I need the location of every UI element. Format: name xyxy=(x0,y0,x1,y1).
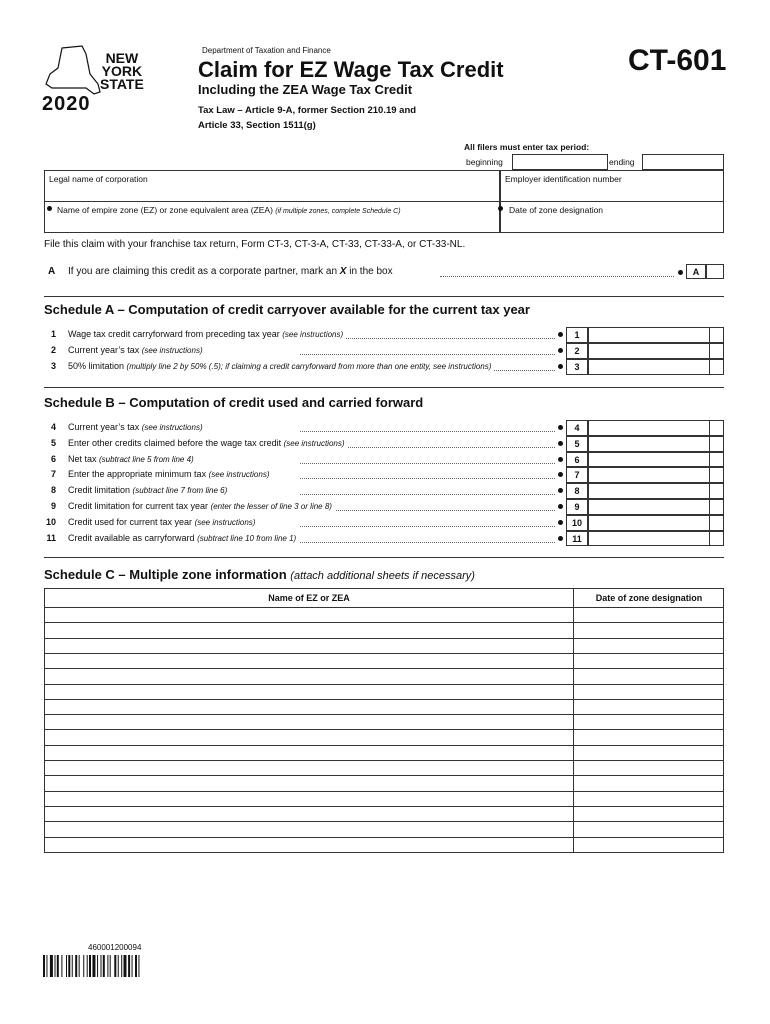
barcode-bar xyxy=(97,955,98,977)
line-number: 11 xyxy=(46,532,56,543)
amount-input[interactable] xyxy=(588,359,710,375)
line-box-label: 4 xyxy=(566,420,588,436)
table-row-divider xyxy=(45,699,723,700)
zone-name-field[interactable] xyxy=(44,201,500,233)
amount-input[interactable] xyxy=(588,467,710,483)
table-row-divider xyxy=(45,775,723,776)
barcode-bar xyxy=(107,955,108,977)
barcode-bar xyxy=(128,955,130,977)
bullet-icon xyxy=(558,364,563,369)
file-instructions: File this claim with your franchise tax return, Form CT-3, CT-3-A, CT-33, CT-33-A, or CT-33-NL. xyxy=(44,239,466,250)
line-description: Credit limitation for current tax year (enter the lesser of line 3 or line 8) xyxy=(68,501,335,511)
divider xyxy=(44,557,724,558)
line-description: Current year’s tax (see instructions) xyxy=(68,345,206,355)
form-code: 460001200094 xyxy=(88,943,142,952)
schedule-b-title: Schedule B – Computation of credit used and carried forward xyxy=(44,395,424,410)
amount-input[interactable] xyxy=(588,499,710,515)
legal-name-label: Legal name of corporation xyxy=(49,174,148,184)
bullet-icon xyxy=(558,472,563,477)
ein-field[interactable] xyxy=(500,170,724,202)
line-description: Enter the appropriate minimum tax (see instructions) xyxy=(68,469,273,479)
department-name: Department of Taxation and Finance xyxy=(202,46,331,55)
form-number: CT-601 xyxy=(628,44,727,77)
period-ending-input[interactable] xyxy=(642,154,724,170)
cents-input[interactable] xyxy=(709,467,724,483)
line-box-label: 1 xyxy=(566,327,588,343)
barcode-bar xyxy=(68,955,70,977)
bullet-icon xyxy=(558,488,563,493)
barcode-bar xyxy=(72,955,73,977)
line-box-label: 2 xyxy=(566,343,588,359)
column-divider xyxy=(573,589,574,852)
leader-dots xyxy=(300,463,555,464)
barcode-bar xyxy=(114,955,116,977)
amount-input[interactable] xyxy=(588,452,710,468)
bullet-icon xyxy=(558,536,563,541)
barcode-bar xyxy=(138,955,139,977)
barcode-bar xyxy=(43,955,45,977)
amount-input[interactable] xyxy=(588,515,710,531)
leader-dots xyxy=(300,542,555,543)
barcode-bar xyxy=(75,955,77,977)
barcode-bar xyxy=(89,955,91,977)
bullet-icon xyxy=(47,206,52,211)
barcode-bar xyxy=(118,955,119,977)
line-box-label: 8 xyxy=(566,483,588,499)
barcode-bar xyxy=(101,955,102,977)
bullet-icon xyxy=(678,270,683,275)
line-description: Net tax (subtract line 5 from line 4) xyxy=(68,454,197,464)
line-box-label: 6 xyxy=(566,452,588,468)
line-box-label: 5 xyxy=(566,436,588,452)
tax-law-reference: Tax Law – Article 9-A, former Section 210.19 and Article 33, Section 1511(g) xyxy=(198,105,417,131)
cents-input[interactable] xyxy=(709,327,724,343)
table-row-divider xyxy=(45,837,723,838)
beginning-label: beginning xyxy=(466,157,503,167)
line-number: 9 xyxy=(50,501,56,511)
cents-input[interactable] xyxy=(709,420,724,436)
leader-dots xyxy=(300,431,555,432)
line-description: 50% limitation (multiply line 2 by 50% (.5); if claiming a credit carryforward from more than one entity, see instructions) xyxy=(68,361,494,371)
line-number: 4 xyxy=(50,422,56,432)
line-description: Credit used for current tax year (see instructions) xyxy=(68,517,258,527)
divider xyxy=(44,296,724,297)
form-year: 2020 xyxy=(42,93,91,115)
cents-input[interactable] xyxy=(709,531,724,547)
barcode-bar xyxy=(61,955,62,977)
bullet-icon xyxy=(558,425,563,430)
line-description: Current year’s tax (see instructions) xyxy=(68,422,206,432)
barcode-bar xyxy=(124,955,127,977)
leader-dots xyxy=(440,276,674,277)
cents-input[interactable] xyxy=(709,499,724,515)
line-a-box-label: A xyxy=(686,264,706,279)
table-row-divider xyxy=(45,760,723,761)
schedule-c-col-date: Date of zone designation xyxy=(595,593,703,603)
barcode-bar xyxy=(83,955,84,977)
barcode-bar xyxy=(55,955,56,977)
bullet-icon xyxy=(558,348,563,353)
bullet-icon xyxy=(558,332,563,337)
barcode-bar xyxy=(79,955,80,977)
line-number: 10 xyxy=(45,516,56,527)
line-box-label: 9 xyxy=(566,499,588,515)
cents-input[interactable] xyxy=(709,359,724,375)
line-number: 1 xyxy=(50,329,56,339)
leader-dots xyxy=(300,478,555,479)
line-box-label: 10 xyxy=(566,515,588,531)
ein-label: Employer identification number xyxy=(505,174,622,184)
barcode-bar xyxy=(135,955,137,977)
table-row-divider xyxy=(45,638,723,639)
amount-input[interactable] xyxy=(588,327,710,343)
nys-logo xyxy=(42,44,162,118)
cents-input[interactable] xyxy=(709,515,724,531)
leader-dots xyxy=(300,494,555,495)
line-a-text: If you are claiming this credit as a corporate partner, mark an X in the box xyxy=(68,266,393,277)
line-box-label: 7 xyxy=(566,467,588,483)
line-description: Credit limitation (subtract line 7 from line 6) xyxy=(68,485,230,495)
cents-input[interactable] xyxy=(709,436,724,452)
form-title: Claim for EZ Wage Tax Credit xyxy=(198,57,504,82)
leader-dots xyxy=(300,354,555,355)
table-row-divider xyxy=(45,622,723,623)
line-number: 6 xyxy=(50,453,56,464)
barcode-bar xyxy=(121,955,122,977)
line-a-letter: A xyxy=(48,266,56,277)
leader-dots xyxy=(300,526,555,527)
barcode-bar xyxy=(87,955,88,977)
barcode-bar xyxy=(57,955,59,977)
table-row-divider xyxy=(45,607,723,608)
line-number: 3 xyxy=(50,361,56,371)
line-number: 7 xyxy=(50,469,56,480)
line-box-label: 3 xyxy=(566,359,588,375)
cents-input[interactable] xyxy=(709,452,724,468)
ending-label: ending xyxy=(609,157,635,167)
bullet-icon xyxy=(498,206,503,211)
schedule-c-col-name: Name of EZ or ZEA xyxy=(268,593,350,603)
barcode-bar xyxy=(66,955,67,977)
barcode-bar xyxy=(110,955,111,977)
schedule-c-title: Schedule C – Multiple zone information (attach additional sheets if necessary) xyxy=(44,567,475,582)
barcode-bar xyxy=(132,955,133,977)
table-row-divider xyxy=(45,806,723,807)
amount-input[interactable] xyxy=(588,483,710,499)
amount-input[interactable] xyxy=(588,343,710,359)
cents-input[interactable] xyxy=(709,483,724,499)
line-a-checkbox[interactable] xyxy=(706,264,724,279)
barcode-bar xyxy=(50,955,53,977)
zone-date-field[interactable] xyxy=(500,201,724,233)
table-row-divider xyxy=(45,684,723,685)
zone-name-label: Name of empire zone (EZ) or zone equivalent area (ZEA) (if multiple zones, complete Schedule C) xyxy=(57,205,401,215)
leader-dots xyxy=(300,510,555,511)
barcode-bar xyxy=(46,955,47,977)
line-box-label: 11 xyxy=(566,531,588,547)
table-row-divider xyxy=(45,745,723,746)
line-description: Credit available as carryforward (subtract line 10 from line 1) xyxy=(68,533,299,543)
zone-date-label: Date of zone designation xyxy=(509,205,604,215)
schedule-a-title: Schedule A – Computation of credit carryover available for the current tax year xyxy=(44,302,530,317)
period-beginning-input[interactable] xyxy=(512,154,608,170)
bullet-icon xyxy=(558,441,563,446)
logo-wordmark: NEW YORK STATE xyxy=(100,50,144,92)
table-row-divider xyxy=(45,729,723,730)
line-description: Enter other credits claimed before the wage tax credit (see instructions) xyxy=(68,438,348,448)
table-row-divider xyxy=(45,653,723,654)
legal-name-field[interactable] xyxy=(44,170,500,202)
divider xyxy=(44,387,724,388)
bullet-icon xyxy=(558,457,563,462)
barcode-bar xyxy=(92,955,95,977)
barcode-icon xyxy=(43,955,193,977)
amount-input[interactable] xyxy=(588,436,710,452)
bullet-icon xyxy=(558,504,563,509)
form-subtitle: Including the ZEA Wage Tax Credit xyxy=(198,82,413,97)
table-row-divider xyxy=(45,714,723,715)
amount-input[interactable] xyxy=(588,531,710,547)
tax-period-heading: All filers must enter tax period: xyxy=(464,142,590,152)
amount-input[interactable] xyxy=(588,420,710,436)
table-row-divider xyxy=(45,791,723,792)
line-number: 8 xyxy=(50,485,56,496)
table-row-divider xyxy=(45,821,723,822)
line-description: Wage tax credit carryforward from preceding tax year (see instructions) xyxy=(68,329,346,339)
table-row-divider xyxy=(45,668,723,669)
line-number: 5 xyxy=(50,437,56,448)
barcode-bar xyxy=(103,955,105,977)
cents-input[interactable] xyxy=(709,343,724,359)
bullet-icon xyxy=(558,520,563,525)
line-number: 2 xyxy=(50,345,56,355)
schedule-c-table xyxy=(44,588,724,853)
